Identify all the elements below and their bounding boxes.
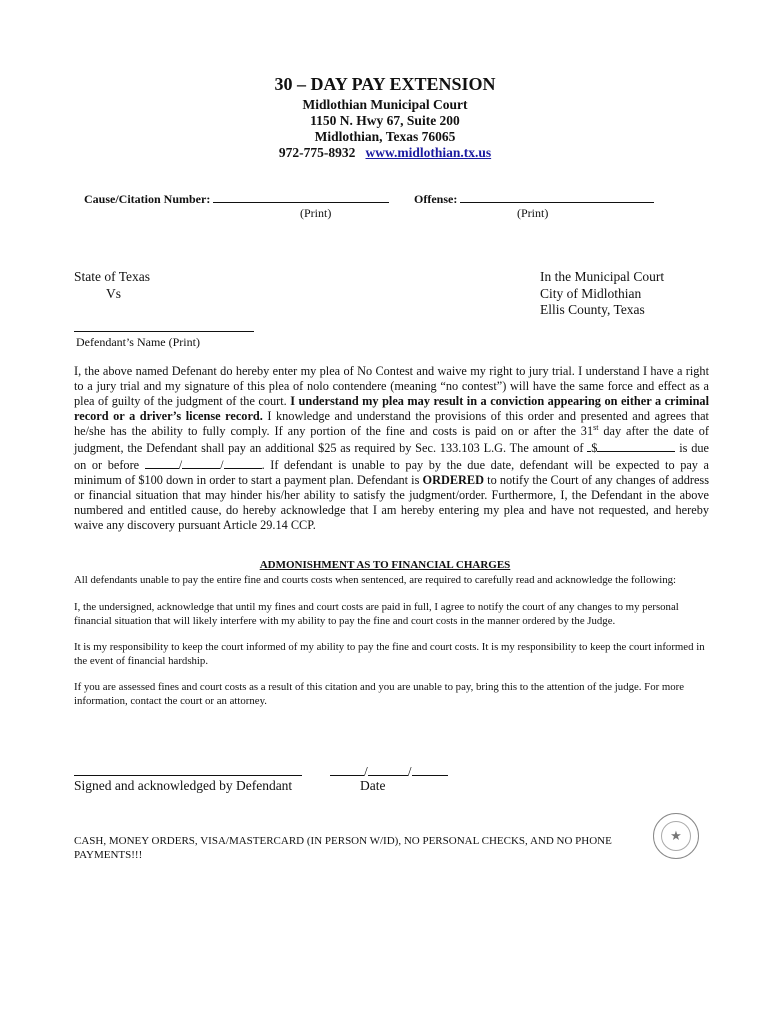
admonishment-paragraph-2: It is my responsibility to keep the court informed of my ability to pay the fine and court costs. It is my responsibility to keep the court informed in the event of financial hardship. xyxy=(74,641,705,667)
court-contact-line xyxy=(0,145,770,161)
plea-text-6: to notify the Court of any changes of address or financial situation that may hinder his/her ability to satisfy the judgment/order. Furthermore, I, the Defendant in the above numbered and entitled cause, do hereby acknowledge that I am hereby entering my plea and have not requested, and hereby waive any discovery pursuant Article 29.14 CCP. xyxy=(74,473,709,532)
defendant-name-input-line[interactable] xyxy=(74,331,254,332)
amount-input-line[interactable] xyxy=(597,439,675,452)
payment-note: CASH, MONEY ORDERS, VISA/MASTERCARD (IN PERSON W/ID), NO PERSONAL CHECKS, AND NO PHONE PAYMENTS!!! xyxy=(74,835,612,861)
plea-sup: st xyxy=(593,422,599,432)
due-slash-1: / xyxy=(178,458,183,472)
plea-paragraph xyxy=(74,364,709,533)
plea-text-3: day after the date of judgment, the Defendant shall pay an additional $25 as required by Sec. 133.103 L.G. The amount of xyxy=(74,424,709,455)
sign-date-slash-2: / xyxy=(407,764,412,779)
caption-state: State of Texas xyxy=(74,269,151,284)
due-day-line[interactable] xyxy=(182,456,220,469)
signature-date-field xyxy=(330,761,448,780)
court-website-link[interactable]: www.midlothian.tx.us xyxy=(365,145,492,160)
amount-dollar-sign: $ xyxy=(591,441,598,455)
caption-county: Ellis County, Texas xyxy=(540,302,645,317)
signature-label: Signed and acknowledged by Defendant xyxy=(74,778,293,793)
sign-date-year-line[interactable] xyxy=(412,761,448,776)
city-seal-logo xyxy=(653,813,699,859)
plea-bold-warning: I understand my plea may result in a conviction appearing on either a criminal record or a driver’s license record. xyxy=(74,394,709,423)
due-month-line[interactable] xyxy=(145,456,179,469)
plea-text-1: I, the above named Defenant do hereby enter my plea of No Contest and waive my right to jury trial. I understand I have a right to a jury trial and my signature of this plea of nolo contendere (meaning “no contest”) will have the same force and effect as a plea of guilty of the judgment of the court. xyxy=(74,364,709,408)
citation-field xyxy=(84,190,389,207)
court-name: Midlothian Municipal Court xyxy=(302,97,468,112)
plea-ordered: ORDERED xyxy=(422,473,485,487)
defendant-name-label: Defendant’s Name (Print) xyxy=(76,335,200,349)
admonishment-heading: ADMONISHMENT AS TO FINANCIAL CHARGES xyxy=(259,559,511,571)
citation-input-line[interactable] xyxy=(213,190,389,203)
citation-print-hint: (Print) xyxy=(300,206,332,220)
offense-input-line[interactable] xyxy=(460,190,654,203)
caption-vs: Vs xyxy=(106,286,122,301)
seal-star-icon: ★ xyxy=(661,821,691,851)
admonishment-intro: All defendants unable to pay the entire fine and courts costs when sentenced, are required to carefully read and acknowledge the following: xyxy=(74,574,677,586)
date-label: Date xyxy=(360,778,386,793)
caption-court: In the Municipal Court xyxy=(540,269,665,284)
sign-date-month-line[interactable] xyxy=(330,761,364,776)
offense-label: Offense: xyxy=(414,192,458,206)
page-title: 30 – DAY PAY EXTENSION xyxy=(274,74,496,94)
citation-label: Cause/Citation Number: xyxy=(84,192,211,206)
offense-print-hint: (Print) xyxy=(517,206,549,220)
plea-text-5: . If defendant is unable to pay by the due date, defendant will be expected to pay a minimum of $100 down in order to start a payment plan. Defendant is xyxy=(74,458,710,487)
sign-date-day-line[interactable] xyxy=(368,761,408,776)
signature-input-line[interactable] xyxy=(74,775,302,776)
offense-field xyxy=(414,190,654,207)
caption-city: City of Midlothian xyxy=(540,286,642,301)
plea-text-4: is due on or before xyxy=(74,441,709,472)
due-slash-2: / xyxy=(220,458,224,472)
court-phone: 972-775-8932 xyxy=(278,145,356,160)
plea-text-2: I knowledge and understand the provisions of this order and presented and agrees that he/she has the ability to fully comply. If any portion of the fine and costs is paid on or after the 31 xyxy=(74,409,709,438)
admonishment-paragraph-3: If you are assessed fines and court costs as a result of this citation and you are unable to pay, bring this to the attention of the judge. For more information, contact the court or an attorney. xyxy=(74,681,685,707)
admonishment-paragraph-1: I, the undersigned, acknowledge that until my fines and court costs are paid in full, I agree to notify the court of any changes to my personal financial situation that will likely interfere with my ability to pay the fine and court costs in the manner ordered by the Judge. xyxy=(74,601,679,627)
court-address-line1: 1150 N. Hwy 67, Suite 200 xyxy=(310,113,460,128)
due-year-line[interactable] xyxy=(224,456,262,469)
court-address-line2: Midlothian, Texas 76065 xyxy=(314,129,456,144)
sign-date-slash-1: / xyxy=(364,764,368,779)
